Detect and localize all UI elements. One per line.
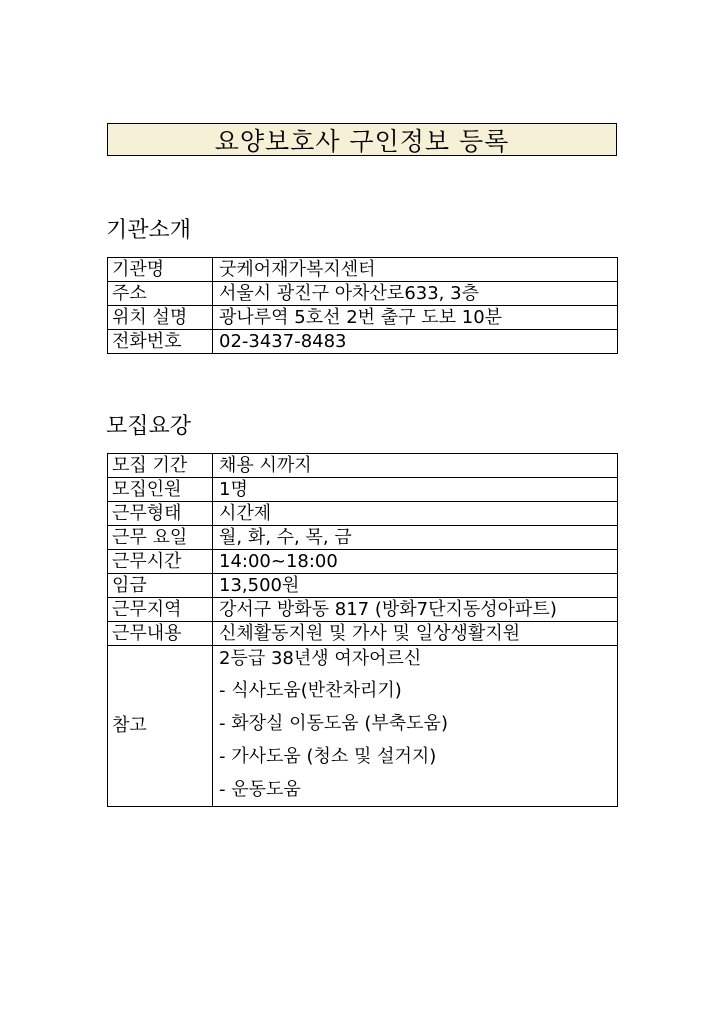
- work-type-value: 시간제: [213, 502, 618, 526]
- work-hours-label: 근무시간: [108, 550, 213, 574]
- table-row: [108, 258, 618, 282]
- reference-line: 2등급 38년생 여자어르신: [219, 648, 422, 669]
- table-row: [108, 598, 618, 622]
- work-days-label: 근무 요일: [108, 526, 213, 550]
- table-row: [108, 574, 618, 598]
- phone-label: 전화번호: [108, 330, 213, 354]
- work-days-value: 월, 화, 수, 목, 금: [213, 526, 618, 550]
- work-content-label: 근무내용: [108, 622, 213, 646]
- phone-value: 02-3437-8483: [213, 330, 618, 354]
- location-value: 광나루역 5호선 2번 출구 도보 10분: [213, 306, 618, 330]
- reference-line: - 화장실 이동도움 (부축도움): [219, 713, 448, 734]
- work-area-label: 근무지역: [108, 598, 213, 622]
- wage-label: 임금: [108, 574, 213, 598]
- table-row: [108, 646, 618, 807]
- table-row: [108, 550, 618, 574]
- agency-section-heading: 기관소개: [106, 218, 192, 243]
- period-label: 모집 기간: [108, 454, 213, 478]
- address-value: 서울시 광진구 아차산로633, 3층: [213, 282, 618, 306]
- work-area-value: 강서구 방화동 817 (방화7단지동성아파트): [213, 598, 618, 622]
- reference-label: 참고: [108, 646, 213, 807]
- address-label: 주소: [108, 282, 213, 306]
- headcount-value: 1명: [213, 478, 618, 502]
- agency-name-value: 굿케어재가복지센터: [213, 258, 618, 282]
- agency-info-table: [107, 257, 618, 354]
- work-hours-value: 14:00~18:00: [213, 550, 618, 574]
- table-row: [108, 330, 618, 354]
- recruit-info-table: [107, 453, 618, 807]
- table-row: [108, 306, 618, 330]
- agency-name-label: 기관명: [108, 258, 213, 282]
- period-value: 채용 시까지: [213, 454, 618, 478]
- work-type-label: 근무형태: [108, 502, 213, 526]
- table-row: [108, 526, 618, 550]
- location-label: 위치 설명: [108, 306, 213, 330]
- page-title: 요양보호사 구인정보 등록: [107, 123, 617, 156]
- table-row: [108, 502, 618, 526]
- recruit-section-heading: 모집요강: [106, 414, 192, 439]
- wage-value: 13,500원: [213, 574, 618, 598]
- table-row: [108, 478, 618, 502]
- reference-line: - 운동도움: [219, 779, 301, 800]
- table-row: [108, 282, 618, 306]
- reference-value: [213, 646, 618, 807]
- work-content-value: 신체활동지원 및 가사 및 일상생활지원: [213, 622, 618, 646]
- table-row: [108, 622, 618, 646]
- table-row: [108, 454, 618, 478]
- reference-line: - 가사도움 (청소 및 설거지): [219, 746, 437, 767]
- reference-line: - 식사도움(반찬차리기): [219, 680, 402, 701]
- headcount-label: 모집인원: [108, 478, 213, 502]
